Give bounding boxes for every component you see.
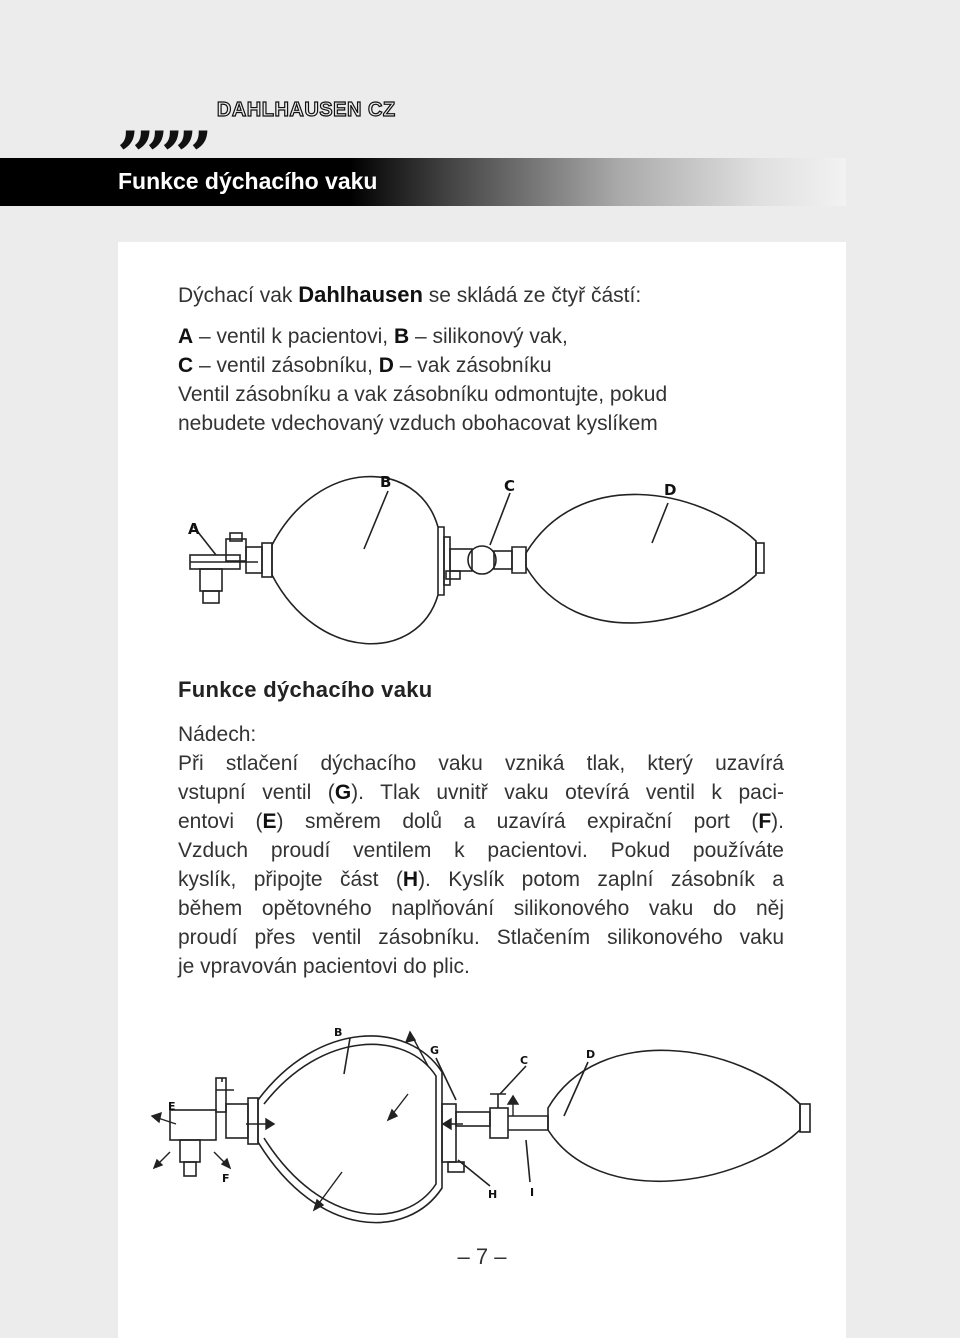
label-c: C: [520, 1054, 529, 1067]
brand-mention: Dahlhausen: [298, 282, 423, 307]
parts-list: A – ventil k pacientovi, B – silikonový vak, C – ventil zásobníku, D – vak zásobníku Ventil zásobníku a vak zásobníku odmontujte, pokud nebudete vdechovaný vzduch obohacovat kyslíkem: [178, 325, 668, 435]
silicone-bag: [272, 477, 438, 644]
label-e: E: [168, 1100, 176, 1113]
section-title: Funkce dýchacího vaku: [118, 168, 378, 194]
label-a: A: [188, 520, 200, 538]
section-reservoir-bag: [548, 1050, 800, 1181]
figure-resuscitator-assembled: [118, 467, 846, 627]
label-i: I: [530, 1186, 535, 1199]
label-g: G: [430, 1044, 440, 1057]
figure-resuscitator-section: [118, 1012, 846, 1212]
section-title-bar: [0, 158, 846, 206]
inhale-paragraph: Nádech: Při stlačení dýchacího vaku vzniká tlak, který uzavírá vstupní ventil (G). Tlak uvnitř vaku otevírá ventil k paci- entovi (E) směrem dolů a uzavírá expirační port (F). Vzduch proudí ventilem k pacientovi. Pokud používáte kyslík, připojte část (H). Kyslík potom zaplní zásobník a během opětovného naplňování silikonového vaku do něj proudí přes ventil zásobníku. Stlačením silikonového vaku je vpravován pacientovi do plic.: [178, 720, 784, 981]
label-c: C: [504, 477, 516, 495]
label-b: B: [334, 1026, 343, 1039]
label-d: D: [664, 481, 677, 499]
reservoir-bag: [526, 494, 756, 623]
section-silicone-bag: [258, 1036, 442, 1223]
brand-header: [118, 79, 396, 157]
label-b: B: [380, 473, 392, 491]
page-number: – 7 –: [457, 1244, 507, 1269]
label-h: H: [488, 1188, 498, 1201]
brand-logo-mark: „„„: [118, 79, 205, 157]
function-heading: Funkce dýchacího vaku: [178, 677, 433, 702]
label-d: D: [586, 1048, 596, 1061]
intro-line: Dýchací vak Dahlhausen se skládá ze čtyř částí:: [178, 282, 642, 307]
brand-name: DAHLHAUSEN CZ: [216, 99, 396, 121]
content-panel: [118, 242, 846, 1338]
label-f: F: [222, 1172, 230, 1185]
inhale-label: Nádech:: [178, 723, 257, 746]
